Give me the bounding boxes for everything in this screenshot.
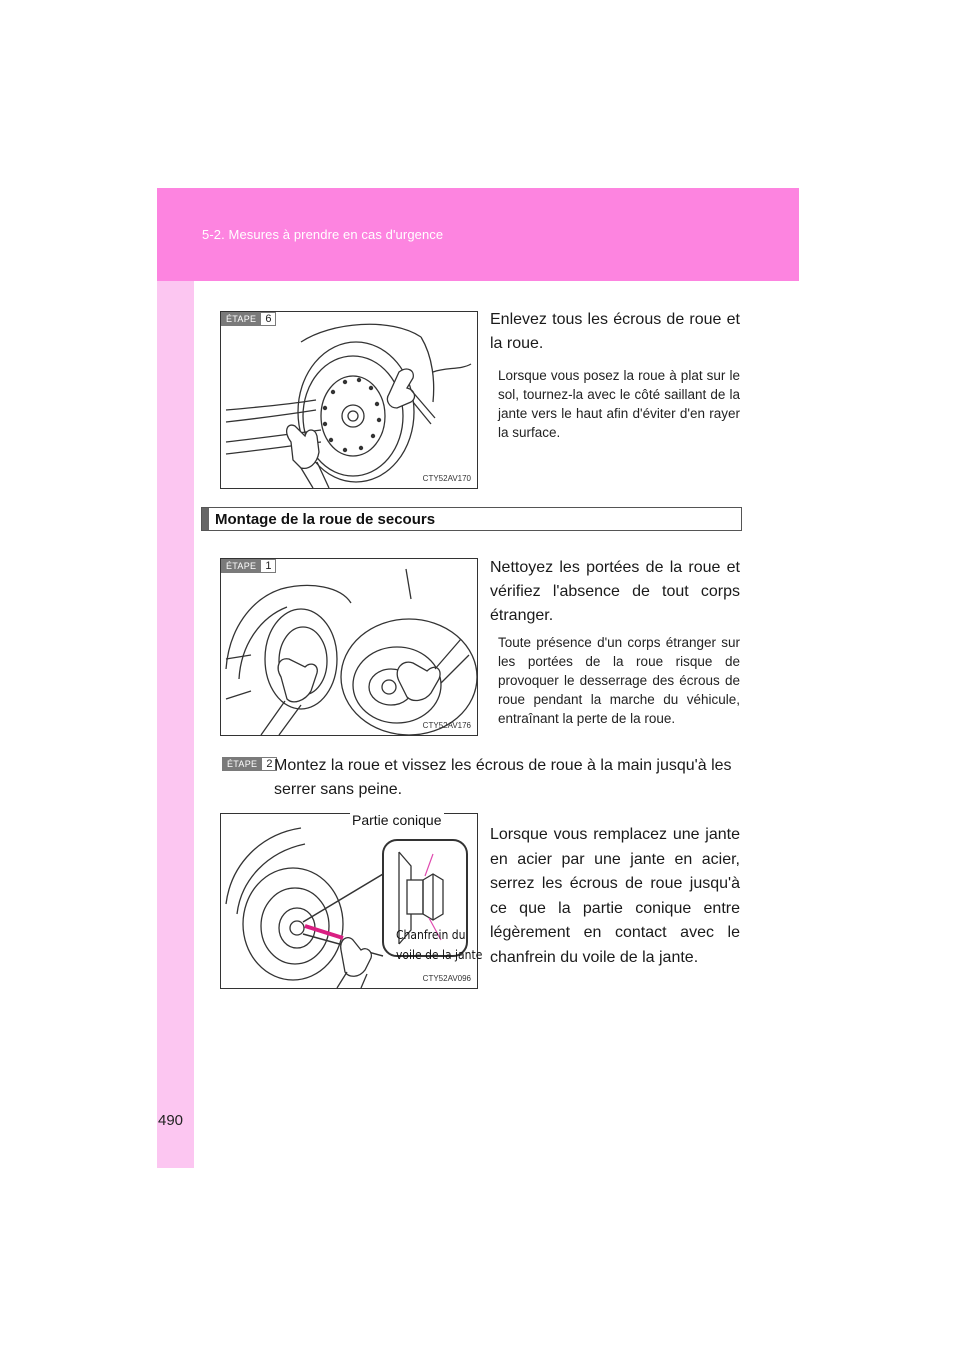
step2-instruction: Montez la roue et vissez les écrous de roue à la main jusqu'à les serrer sans peine. — [274, 757, 732, 798]
callout-chamfer-line2: voile de la jante — [396, 948, 483, 962]
section-heading-text: Montage de la roue de secours — [215, 510, 436, 528]
section-title: 5-2. Mesures à prendre en cas d'urgence — [202, 227, 444, 242]
step-badge-1 — [221, 559, 276, 573]
step-badge-number: 1 — [261, 559, 276, 573]
step1-note: Toute présence d'un corps étranger sur les portées de la roue risque de provoquer le desserrage des écrous de roue pendant la marche du véhicule, entraînant la perte de la roue. — [498, 635, 740, 726]
step-badge-label: ÉTAPE — [222, 757, 262, 771]
step-badge-2 — [222, 757, 277, 771]
illustration-mount-wheel — [220, 813, 478, 989]
step-badge-label: ÉTAPE — [221, 559, 261, 573]
heading-marker — [202, 508, 209, 530]
section-heading — [201, 507, 742, 531]
step-badge-label: ÉTAPE — [221, 312, 261, 326]
callout-conical-part: Partie conique — [352, 812, 442, 828]
hub-cleaning-drawing — [221, 559, 477, 735]
callout-chamfer-line1: Chanfrein du — [396, 928, 466, 942]
step-badge-number: 6 — [261, 312, 276, 326]
step1-instruction: Nettoyez les portées de la roue et vérifiez l'absence de tout corps étranger. — [490, 559, 740, 624]
figure-code: CTY52AV176 — [422, 721, 471, 730]
figure-code: CTY52AV170 — [422, 474, 471, 483]
step6-instruction: Enlevez tous les écrous de roue et la roue. — [490, 311, 740, 352]
wheel-removal-drawing — [221, 312, 477, 488]
illustration-clean-hub — [220, 558, 478, 736]
step-badge-6 — [221, 312, 276, 326]
step2-detail: Lorsque vous remplacez une jante en acier par une jante en acier, serrez les écrous de roue jusqu'à ce que la partie conique entre légèrement en contact avec le chanfrein du voile de la jante. — [490, 826, 740, 966]
step-badge-number: 2 — [262, 757, 277, 771]
page-number: 490 — [158, 1112, 184, 1129]
step6-note: Lorsque vous posez la roue à plat sur le sol, tournez-la avec le côté saillant de la jante vers le haut afin d'éviter d'en rayer la surface. — [498, 368, 740, 440]
illustration-remove-wheel — [220, 311, 478, 489]
side-margin-band — [157, 281, 194, 1168]
figure-code: CTY52AV096 — [422, 974, 471, 983]
